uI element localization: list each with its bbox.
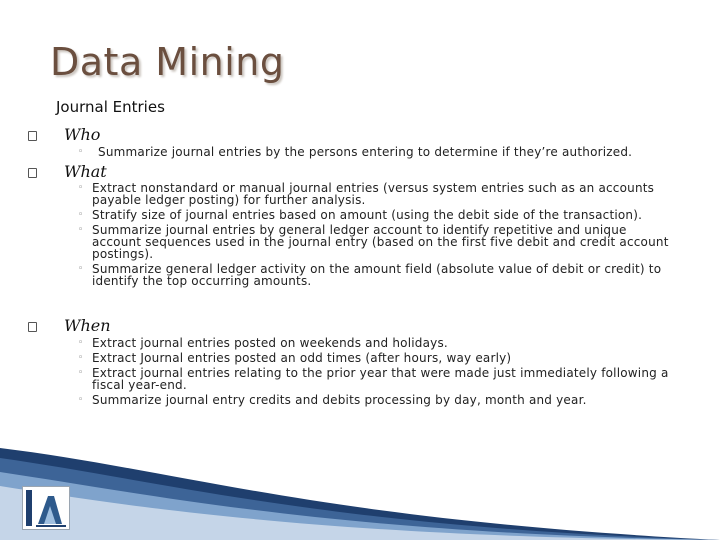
section-what-heading — [28, 162, 107, 181]
checkbox-bullet-icon — [28, 168, 37, 178]
slide-title: Data Mining — [50, 40, 285, 84]
section-heading-label: When — [64, 316, 111, 335]
list-item: ◦ Summarize general ledger activity on the amount field (absolute value of debit or credit) to identify the top occurring amounts. — [78, 262, 662, 288]
decorative-swoosh — [0, 440, 720, 540]
section-when-heading — [28, 316, 111, 335]
section-heading-label: Who — [64, 125, 101, 144]
circle-bullet-icon: ◦ — [78, 368, 84, 378]
slide-subtitle: Journal Entries — [56, 98, 165, 116]
list-item: ◦ Stratify size of journal entries based on amount (using the debit side of the transaction). — [78, 208, 643, 222]
circle-bullet-icon: ◦ — [78, 395, 84, 405]
section-heading-label: What — [64, 162, 107, 181]
circle-bullet-icon: ◦ — [78, 183, 84, 193]
list-item: ◦ Extract nonstandard or manual journal entries (versus system entries such as an accounts payable ledger posting) for further analysis. — [78, 181, 655, 207]
list-item: ◦ Extract journal entries posted on weekends and holidays. — [78, 336, 448, 350]
section-who-heading — [28, 125, 100, 144]
who-list — [78, 146, 678, 161]
circle-bullet-icon: ◦ — [78, 225, 84, 235]
circle-bullet-icon: ◦ — [78, 353, 84, 363]
list-item: ◦ Summarize journal entries by the persons entering to determine if they’re authorized. — [78, 145, 633, 159]
what-list — [78, 182, 678, 290]
list-item: ◦ Summarize journal entry credits and debits processing by day, month and year. — [78, 393, 587, 407]
when-list — [78, 337, 678, 409]
circle-bullet-icon: ◦ — [78, 264, 84, 274]
list-item: ◦ Summarize journal entries by general ledger account to identify repetitive and unique account sequences used in the journal entry (based on the first five debit and credit account postings). — [78, 223, 669, 261]
company-logo-icon — [22, 486, 70, 530]
list-item: ◦ Extract Journal entries posted an odd times (after hours, way early) — [78, 351, 512, 365]
circle-bullet-icon: ◦ — [78, 210, 84, 220]
checkbox-bullet-icon — [28, 322, 37, 332]
checkbox-bullet-icon — [28, 131, 37, 141]
list-item: ◦ Extract journal entries relating to the prior year that were made just immediately following a fiscal year-end. — [78, 366, 669, 392]
circle-bullet-icon: ◦ — [78, 147, 84, 157]
circle-bullet-icon: ◦ — [78, 338, 84, 348]
